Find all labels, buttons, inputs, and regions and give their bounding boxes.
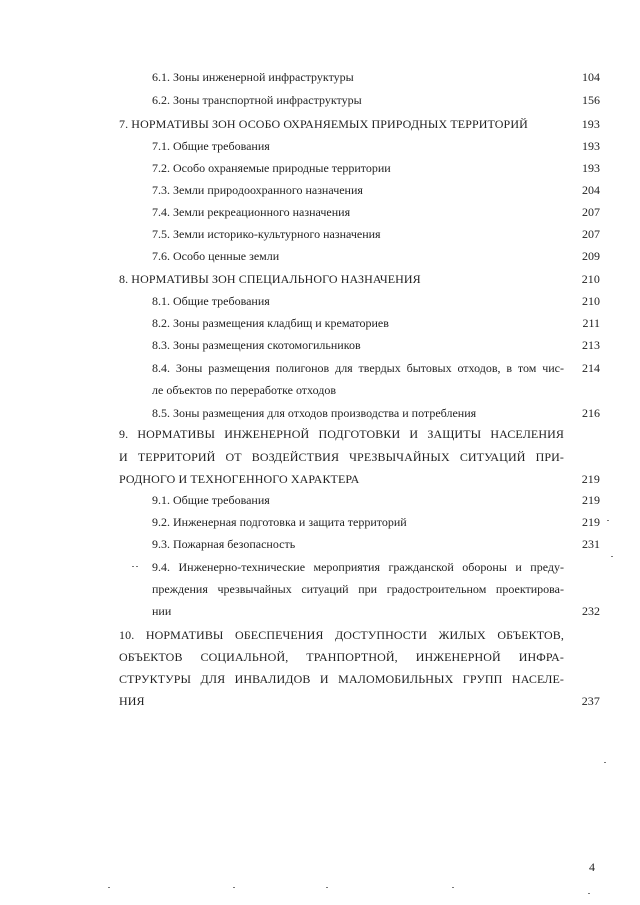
scan-speck	[108, 887, 110, 888]
toc-entry-page: 216	[582, 406, 600, 420]
toc-entry-title: 7.1. Общие требования	[152, 139, 270, 153]
scan-speck	[132, 566, 134, 567]
toc-section-title-line: СТРУКТУРЫ ДЛЯ ИНВАЛИДОВ И МАЛОМОБИЛЬНЫХ ГРУПП НАСЕЛЕ-	[119, 672, 564, 686]
toc-entry-title: 6.2. Зоны транспортной инфраструктуры	[152, 93, 362, 107]
toc-entry-title-line: 8.4. Зоны размещения полигонов для твердых бытовых отходов, в том чис-	[152, 361, 564, 375]
toc-section-page: 193	[581, 117, 600, 131]
toc-entry-title: 7.3. Земли природоохранного назначения	[152, 183, 363, 197]
toc-entry-title-line: нии	[152, 604, 172, 618]
scan-speck	[452, 887, 454, 888]
toc-entry-page: 219	[582, 515, 600, 529]
toc-section-title-line: 9. НОРМАТИВЫ ИНЖЕНЕРНОЙ ПОДГОТОВКИ И ЗАЩИТЫ НАСЕЛЕНИЯ	[119, 427, 564, 441]
toc-entry-page: 193	[582, 161, 600, 175]
scan-speck	[604, 762, 606, 763]
toc-entry-page: 232	[582, 604, 600, 618]
scan-speck	[588, 893, 590, 894]
toc-section-title: 8. НОРМАТИВЫ ЗОН СПЕЦИАЛЬНОГО НАЗНАЧЕНИЯ	[119, 272, 421, 286]
toc-entry-title-line: преждения чрезвычайных ситуаций при градостроительном проектирова-	[152, 582, 564, 596]
toc-section-page: 219	[581, 472, 600, 486]
toc-entry-page: 207	[582, 205, 600, 219]
toc-entry-page: 219	[582, 493, 600, 507]
toc-entry-title: 7.2. Особо охраняемые природные территории	[152, 161, 391, 175]
toc-entry-page: 207	[582, 227, 600, 241]
toc-entry-page: 193	[582, 139, 600, 153]
scan-speck	[607, 520, 609, 521]
toc-entry-title: 6.1. Зоны инженерной инфраструктуры	[152, 70, 354, 84]
toc-entry-page: 210	[582, 294, 600, 308]
toc-entry-page: 104	[582, 70, 600, 84]
toc-entry-title: 8.3. Зоны размещения скотомогильников	[152, 338, 361, 352]
scan-speck	[326, 887, 328, 888]
toc-entry-title: 8.1. Общие требования	[152, 294, 270, 308]
scan-speck	[233, 887, 235, 888]
toc-entry-title: 9.1. Общие требования	[152, 493, 270, 507]
toc-entry-page: 209	[582, 249, 600, 263]
toc-entry-page: 156	[582, 93, 600, 107]
scan-speck	[136, 566, 138, 567]
toc-entry-page: 213	[582, 338, 600, 352]
toc-section-title-line: РОДНОГО И ТЕХНОГЕННОГО ХАРАКТЕРА	[119, 472, 360, 486]
toc-section-title-line: НИЯ	[119, 694, 145, 708]
toc-entry-title: 8.2. Зоны размещения кладбищ и крематориев	[152, 316, 389, 330]
toc-section-title-line: 10. НОРМАТИВЫ ОБЕСПЕЧЕНИЯ ДОСТУПНОСТИ ЖИЛЫХ ОБЪЕКТОВ,	[119, 628, 564, 642]
toc-section-title: 7. НОРМАТИВЫ ЗОН ОСОБО ОХРАНЯЕМЫХ ПРИРОДНЫХ ТЕРРИТОРИЙ	[119, 117, 528, 131]
toc-entry-title-line: 9.4. Инженерно-технические мероприятия гражданской обороны и преду-	[152, 560, 564, 574]
toc-entry-title: 7.4. Земли рекреационного назначения	[152, 205, 351, 219]
toc-section-title-line: ОБЪЕКТОВ СОЦИАЛЬНОЙ, ТРАНПОРТНОЙ, ИНЖЕНЕРНОЙ ИНФРА-	[119, 650, 564, 664]
toc-entry-title-line: ле объектов по переработке отходов	[152, 383, 337, 397]
page-number: 4	[589, 860, 595, 874]
toc-entry-page: 214	[582, 361, 600, 375]
toc-section-page: 210	[581, 272, 600, 286]
toc-entry-title: 7.5. Земли историко-культурного назначения	[152, 227, 381, 241]
toc-entry-page: 231	[582, 537, 600, 551]
toc-entry-title: 8.5. Зоны размещения для отходов производства и потребления	[152, 406, 477, 420]
toc-entry-title: 7.6. Особо ценные земли	[152, 249, 280, 263]
toc-entry-title: 9.2. Инженерная подготовка и защита территорий	[152, 515, 407, 529]
toc-entry-title: 9.3. Пожарная безопасность	[152, 537, 296, 551]
toc-section-title-line: И ТЕРРИТОРИЙ ОТ ВОЗДЕЙСТВИЯ ЧРЕЗВЫЧАЙНЫХ СИТУАЦИЙ ПРИ-	[119, 450, 564, 464]
scan-speck	[611, 556, 613, 557]
toc-entry-page: 204	[582, 183, 600, 197]
toc-entry-page: 211	[582, 316, 600, 330]
toc-section-page: 237	[581, 694, 600, 708]
